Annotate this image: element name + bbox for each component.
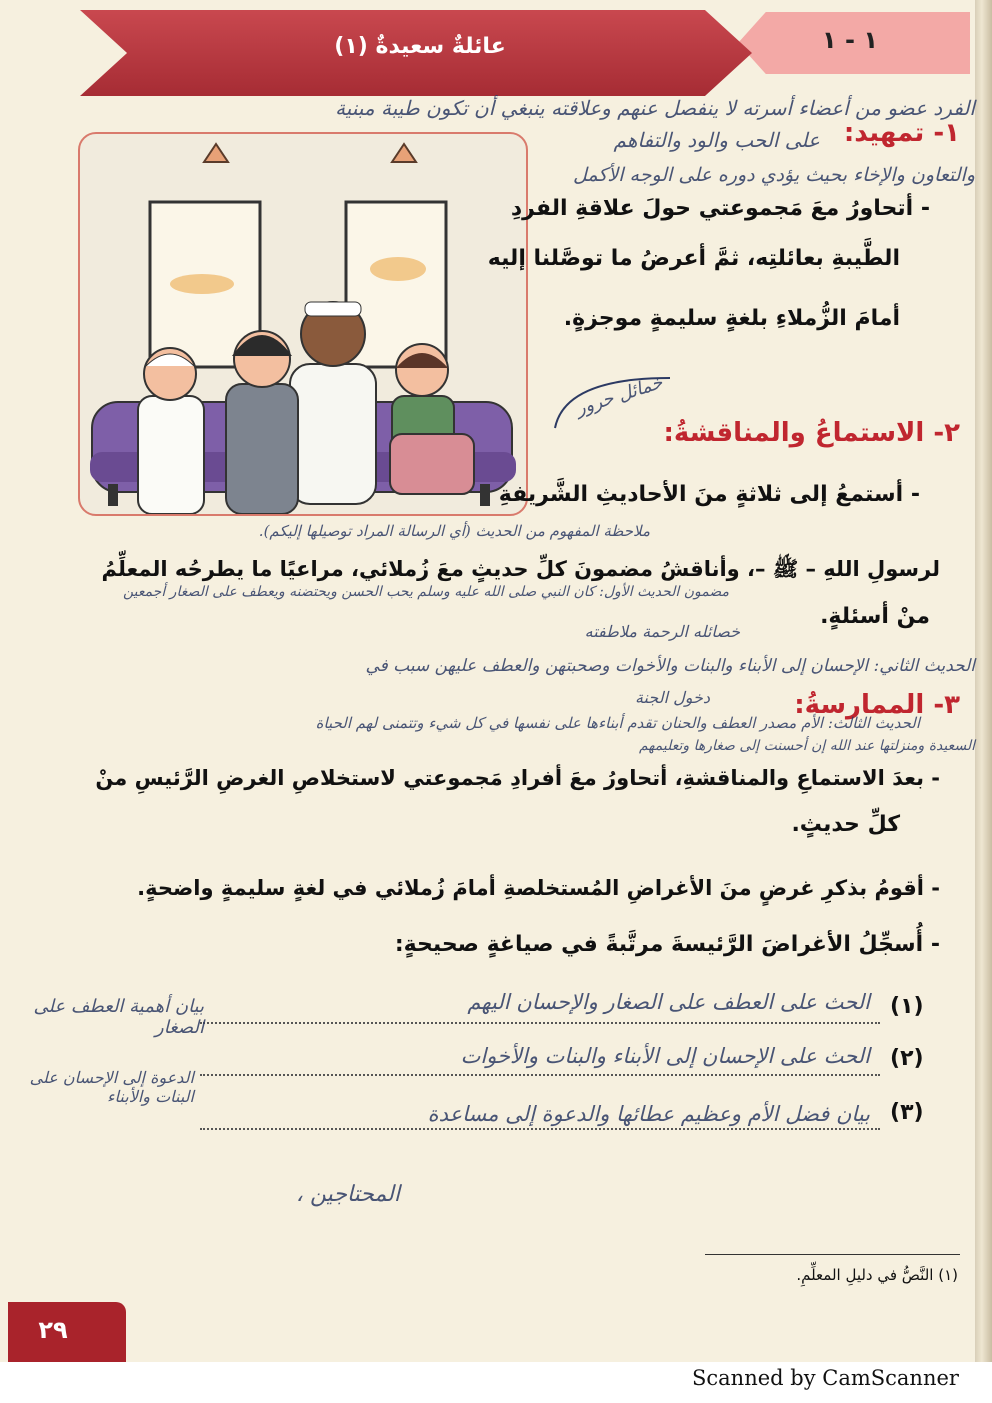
intro-line-1: - أتحاورُ معَ مَجموعتي حولَ علاقةِ الفردِ [510,196,930,221]
answer-text-3: بيان فضل الأم وعظيم عطائها والدعوة إلى مساعدة [427,1102,870,1126]
handwritten-signature: خمائل حرور [573,371,666,420]
answer-line-2 [200,1074,880,1076]
section-heading-listening: ٢- الاستماعُ والمناقشةُ: [663,418,960,448]
handwritten-intro-note-2: والتعاون والإخاء بحيث يؤدي دوره على الوجه الأكمل [572,164,975,186]
page-number: ٢٩ [38,1316,68,1344]
section-heading-intro: ١- تمهيد: [843,118,960,148]
answer-number-1: (١) [890,994,924,1019]
lesson-number: ١ - ١ [822,26,878,54]
handwritten-hadith-3b: السعيدة ومنزلتها عند الله إن أحسنت إلى صغارها وتعليمهم [639,738,975,754]
answer-number-3: (٣) [890,1100,924,1125]
handwritten-intro-note-1: على الحب والود والتفاهم [613,128,820,152]
footnote-rule [705,1254,960,1255]
answer-line-1 [200,1022,880,1024]
practice-line-4: - أُسجِّلُ الأغراضَ الرَّئيسةَ مرتَّبةً في صياغةٍ صحيحةٍ: [394,932,940,957]
answer-text-1: الحث على العطف على الصغار والإحسان اليهم [467,990,870,1014]
handwritten-side-note-2: الدعوة إلى الإحسان على البنات والأبناء [29,1068,194,1106]
family-illustration [78,132,528,516]
handwritten-top-note: الفرد عضو من أعضاء أسرته لا ينفصل عنهم وعلاقته ينبغي أن تكون طيبة مبنية [335,96,975,120]
answer-number-2: (٢) [890,1046,924,1071]
intro-line-2: الطَّيبةِ بعائلتِه، ثمَّ أعرضُ ما توصَّلنا إليه [487,246,900,271]
practice-line-2: كلِّ حديثٍ. [791,812,900,837]
page-edge [975,0,992,1362]
handwritten-side-note-1: بيان أهمية العطف على الصغار [33,996,204,1038]
handwritten-hadith-2: الحديث الثاني: الإحسان إلى الأبناء والبنات والأخوات وصحبتهن والعطف عليهن سبب في [365,656,975,676]
answer-text-3b: المحتاجين ، [295,1182,400,1207]
answer-line-3 [200,1128,880,1130]
handwritten-hadith-1b: خصائله الرحمة ملاطفته [584,622,740,641]
listening-line-3: منْ أسئلةٍ. [820,604,930,629]
section-heading-practice: ٣- الممارسةُ: [794,690,960,720]
handwritten-hadith-3: الحديث الثالث: الأم مصدر العطف والحنان تقدم أبناءها على نفسها في كل شيء وتتمنى لهم الحياة [315,714,920,732]
answer-text-2: الحث على الإحسان إلى الأبناء والبنات والأخوات [460,1044,870,1068]
signature-arc [545,368,675,448]
handwritten-hadith-2b: دخول الجنة [634,688,710,707]
intro-line-3: أمامَ الزُّملاءِ بلغةٍ سليمةٍ موجزةٍ. [563,306,900,331]
footnote: (١) النَّصُّ في دليلِ المعلِّمِ. [796,1266,958,1284]
handwritten-hadith-note: ملاحظة المفهوم من الحديث (أي الرسالة المراد توصيلها إليكم). [258,522,650,540]
handwritten-hadith-1: مضمون الحديث الأول: كان النبي صلى الله عليه وسلم يحب الحسن ويحتضنه ويعطف على الصغار أجمعين [122,584,729,600]
listening-line-1: - أستمعُ إلى ثلاثةٍ منَ الأحاديثِ الشَّريفةِ [498,482,920,507]
lesson-title: عائلةٌ سعيدةٌ (١) [334,34,506,59]
family-image [80,134,526,514]
scanner-watermark: Scanned by CamScanner [692,1366,959,1390]
practice-line-1: - بعدَ الاستماعِ والمناقشةِ، أتحاورُ معَ أفرادِ مَجموعتي لاستخلاصِ الغرضِ الرَّئيسِ منْ [95,766,940,790]
practice-line-3: - أقومُ بذكرِ غرضٍ منَ الأغراضِ المُستخلصةِ أمامَ زُملائي في لغةٍ سليمةٍ واضحةٍ. [137,876,940,900]
listening-line-2: لرسولِ اللهِ – ﷺ –، وأناقشُ مضمونَ كلِّ حديثٍ معَ زُملائي، مراعيًا ما يطرحُه المعلِّمُ [101,557,940,581]
